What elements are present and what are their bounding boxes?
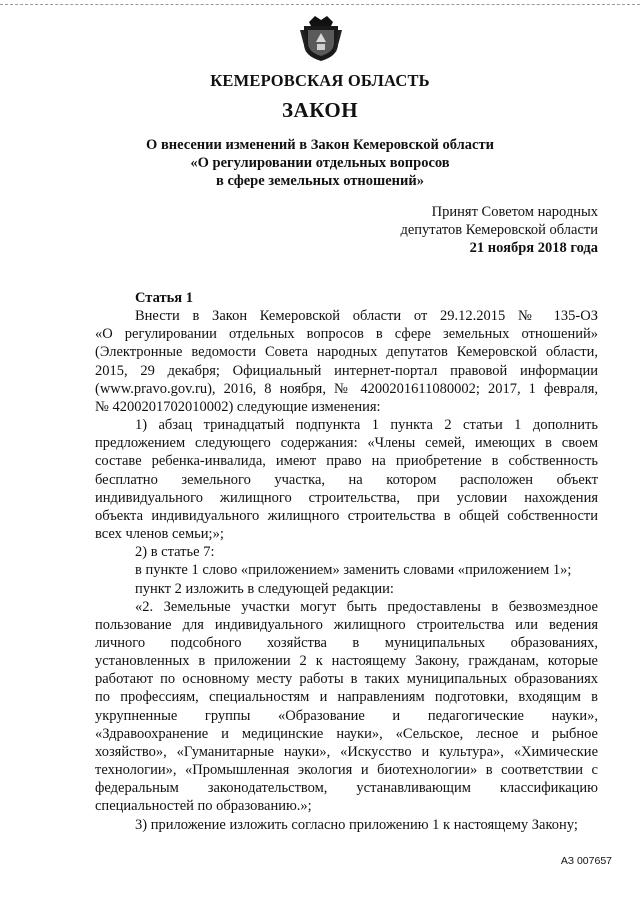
text-line: укрупненные группы «Образование и педагогические науки», bbox=[95, 707, 598, 724]
law-title-line: в сфере земельных отношений» bbox=[216, 173, 424, 189]
text-line: пункт 2 изложить в следующей редакции: bbox=[135, 580, 394, 597]
coat-of-arms-icon bbox=[300, 12, 342, 62]
document-type: ЗАКОН bbox=[281, 98, 359, 122]
form-serial-number: АЗ 007657 bbox=[560, 855, 612, 867]
text-line: № 4200201702010002) следующие изменения: bbox=[95, 398, 381, 415]
adoption-date: 21 ноября 2018 года bbox=[469, 240, 598, 256]
text-line: объекта индивидуального жилищного строительства в общей собственности bbox=[95, 507, 598, 524]
text-line: составе ребенка-инвалида, имеют право на приобретение в собственность bbox=[95, 453, 598, 470]
law-title-line: О внесении изменений в Закон Кемеровской области bbox=[146, 137, 494, 153]
law-title bbox=[0, 136, 640, 190]
text-line: «2. Земельные участки могут быть предоставлены в безвозмездное bbox=[135, 598, 598, 615]
text-line: (Электронные ведомости Совета народных депутатов Кемеровской области, bbox=[95, 344, 598, 361]
text-line: бесплатно земельного участка, на котором расположен объект bbox=[95, 471, 598, 488]
text-line: «Здравоохранение и медицинские науки», «Сельское, лесное и рыбное bbox=[95, 725, 598, 742]
adoption-body: Принят Советом народных bbox=[431, 204, 598, 220]
article-heading: Статья 1 bbox=[135, 290, 193, 306]
region-name: КЕМЕРОВСКАЯ ОБЛАСТЬ bbox=[210, 71, 430, 90]
text-line: личного подсобного хозяйства в муниципальных образованиях, bbox=[95, 634, 598, 651]
text-line: технологии», «Промышленная экология и биотехнологии» в соответствии с bbox=[95, 762, 598, 779]
text-line: (www.pravo.gov.ru), 2016, 8 ноября, № 4200201611080002; 2017, 1 февраля, bbox=[95, 380, 598, 397]
text-line: индивидуального жилищного строительства, при условии нахождения bbox=[95, 489, 598, 506]
text-line: Внести в Закон Кемеровской области от 29.12.2015 № 135-ОЗ bbox=[135, 308, 598, 325]
text-line: хозяйство», «Гуманитарные науки», «Искусство и культура», «Химические bbox=[95, 743, 598, 760]
law-title-line: «О регулировании отдельных вопросов bbox=[190, 155, 450, 171]
text-line: 3) приложение изложить согласно приложению 1 к настоящему Закону; bbox=[135, 816, 578, 833]
text-line: 2015, 29 декабря; Официальный интернет-портал правовой информации bbox=[95, 362, 598, 379]
text-line: 2) в статье 7: bbox=[135, 544, 215, 561]
text-line: «О регулировании отдельных вопросов в сфере земельных отношений» bbox=[95, 326, 598, 343]
text-line: установленных в приложении 2 к настоящему Закону, гражданам, которые bbox=[95, 653, 598, 670]
adoption-body-cont: депутатов Кемеровской области bbox=[400, 222, 598, 238]
text-line: 1) абзац тринадцатый подпункта 1 пункта 2 статьи 1 дополнить bbox=[135, 417, 598, 434]
text-line: пользование для индивидуального жилищного строительства или ведения bbox=[95, 616, 598, 633]
text-line: всех членов семьи;»; bbox=[95, 526, 224, 543]
text-line: в пункте 1 слово «приложением» заменить словами «приложением 1»; bbox=[135, 562, 572, 579]
top-dashed-rule bbox=[0, 4, 640, 5]
text-line: предложением следующего содержания: «Члены семей, имеющих в своем bbox=[95, 435, 598, 452]
adoption-block bbox=[400, 203, 598, 257]
text-line: специальностей по образованию.»; bbox=[95, 798, 312, 815]
text-line: по профессиям, специальностям и направлениям подготовки, входящим в bbox=[95, 689, 598, 706]
text-line: работают по основному месту работы в таких муниципальных образованиях bbox=[95, 671, 598, 688]
text-line: федеральным законодательством, устанавливающим классификацию bbox=[95, 780, 598, 797]
article-body bbox=[95, 289, 598, 834]
